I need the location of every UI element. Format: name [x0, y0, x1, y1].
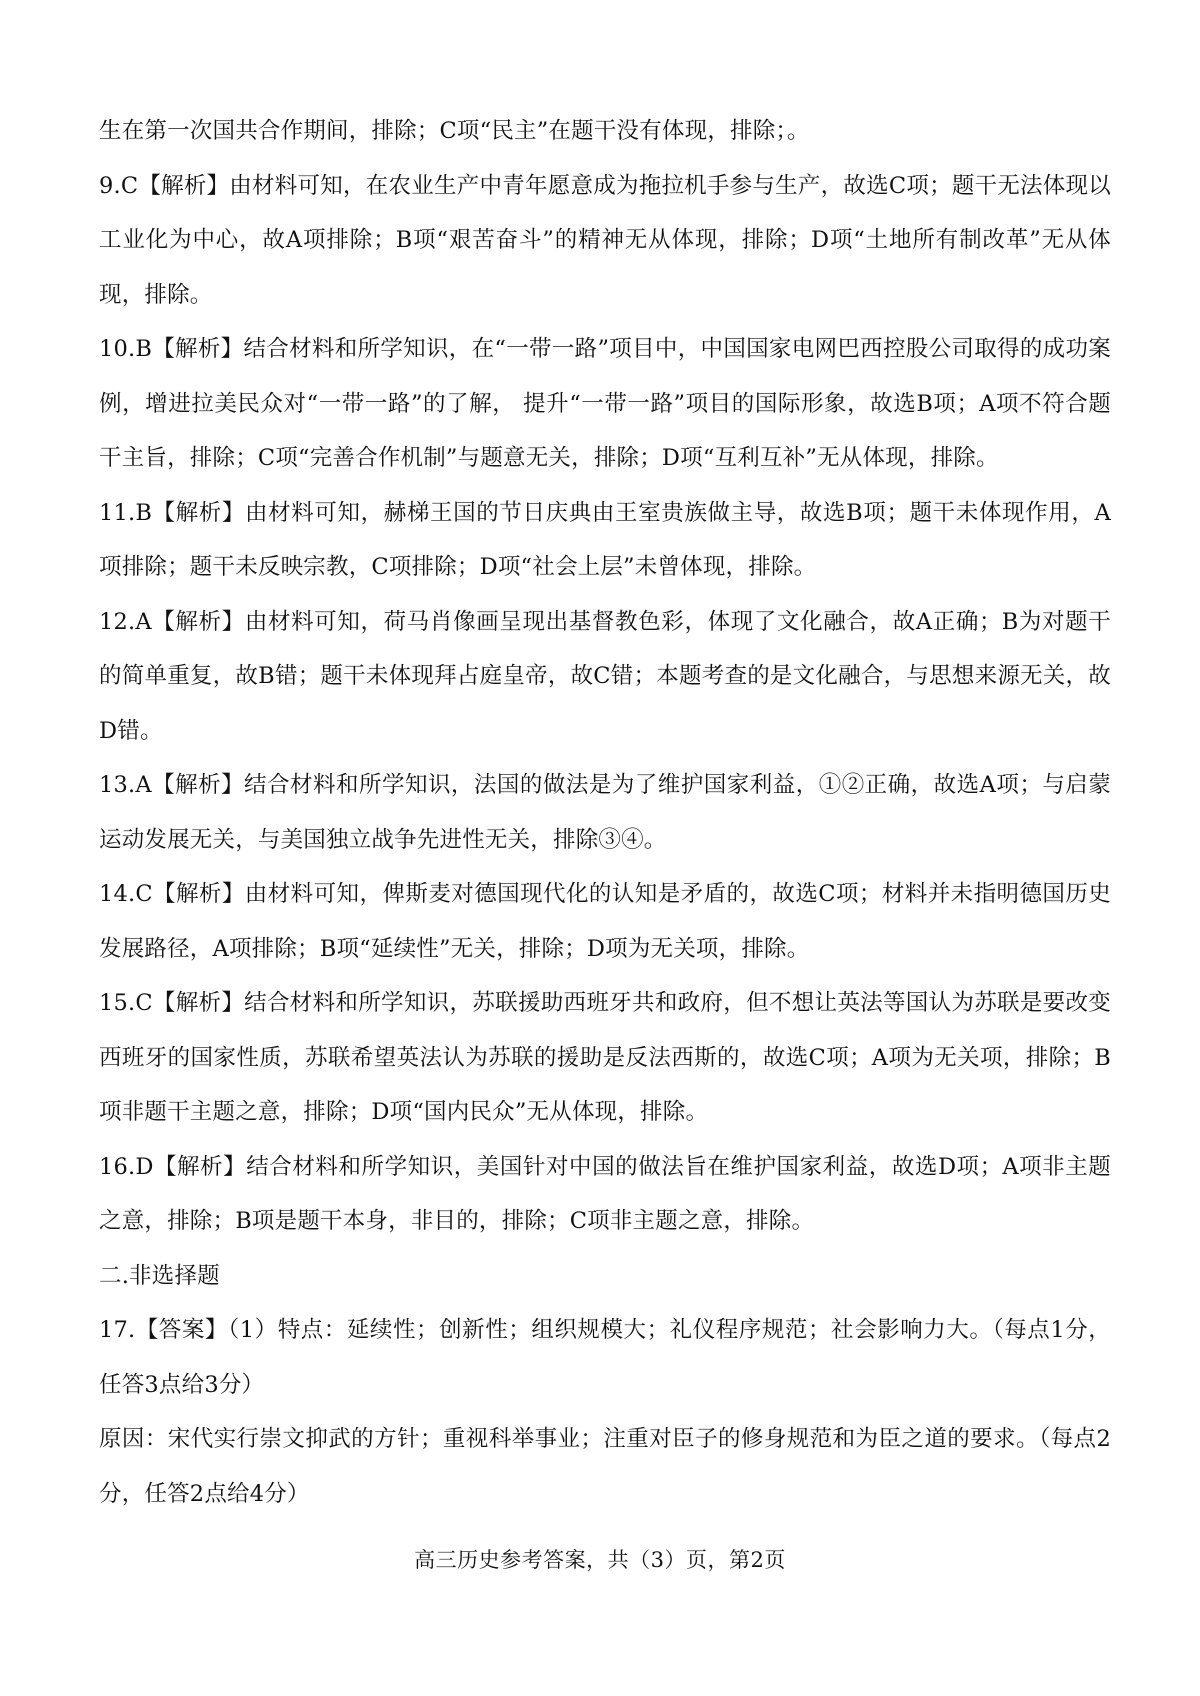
paragraph-continuation-8: 生在第一次国共合作期间，排除；C项“民主”在题干没有体现，排除；。: [99, 118, 810, 144]
paragraph-answer-9: 9.C【解析】由材料可知，在农业生产中青年愿意成为拖拉机手参与生产，故选C项；题干无法体现以工业化为中心，故A项排除；B项“艰苦奋斗”的精神无从体现，排除；D项“土地所有制改革”无从体现，排除。: [99, 172, 1111, 308]
paragraph-answer-17-part1: 17.【答案】（1）特点：延续性；创新性；组织规模大；礼仪程序规范；社会影响力大。（每点1分，任答3点给3分）: [99, 1317, 1111, 1398]
answer-body: [99, 104, 1111, 1521]
section-heading-non-choice: 二.非选择题: [99, 1262, 220, 1289]
page-footer: 高三历史参考答案，共（3）页，第2页: [414, 1548, 786, 1572]
paragraph-answer-16: 16.D【解析】结合材料和所学知识，美国针对中国的做法旨在维护国家利益，故选D项；A项非主题之意，排除；B项是题干本身，非目的，排除；C项非主题之意，排除。: [99, 1153, 1111, 1234]
paragraph-answer-14: 14.C【解析】由材料可知，俾斯麦对德国现代化的认知是矛盾的，故选C项；材料并未指明德国历史发展路径，A项排除；B项“延续性”无关，排除；D项为无关项，排除。: [99, 881, 1111, 962]
paragraph-answer-10: 10.B【解析】结合材料和所学知识，在“一带一路”项目中，中国国家电网巴西控股公司取得的成功案例，增进拉美民众对“一带一路”的了解， 提升“一带一路”项目的国际形象，故选B项；A项不符合题干主旨，排除；C项“完善合作机制”与题意无关，排除；D项“互利互补”无从体现，排除。: [99, 336, 1111, 471]
paragraph-answer-11: 11.B【解析】由材料可知，赫梯王国的节日庆典由王室贵族做主导，故选B项；题干未体现作用，A项排除；题干未反映宗教，C项排除；D项“社会上层”未曾体现，排除。: [99, 499, 1111, 580]
paragraph-answer-17-reasons: 原因：宋代实行崇文抑武的方针；重视科举事业；注重对臣子的修身规范和为臣之道的要求。（每点2分，任答2点给4分）: [99, 1426, 1111, 1507]
paragraph-answer-13: 13.A【解析】结合材料和所学知识，法国的做法是为了维护国家利益，①②正确，故选A项；与启蒙运动发展无关，与美国独立战争先进性无关，排除③④。: [99, 772, 1111, 853]
paragraph-answer-12: 12.A【解析】由材料可知，荷马肖像画呈现出基督教色彩，体现了文化融合，故A正确；B为对题干的简单重复，故B错；题干未体现拜占庭皇帝，故C错；本题考查的是文化融合，与思想来源无关，故D错。: [99, 608, 1111, 744]
paragraph-answer-15: 15.C【解析】结合材料和所学知识，苏联援助西班牙共和政府，但不想让英法等国认为苏联是要改变西班牙的国家性质，苏联希望英法认为苏联的援助是反法西斯的，故选C项；A项为无关项，排除；B项非题干主题之意，排除；D项“国内民众”无从体现，排除。: [99, 990, 1111, 1125]
